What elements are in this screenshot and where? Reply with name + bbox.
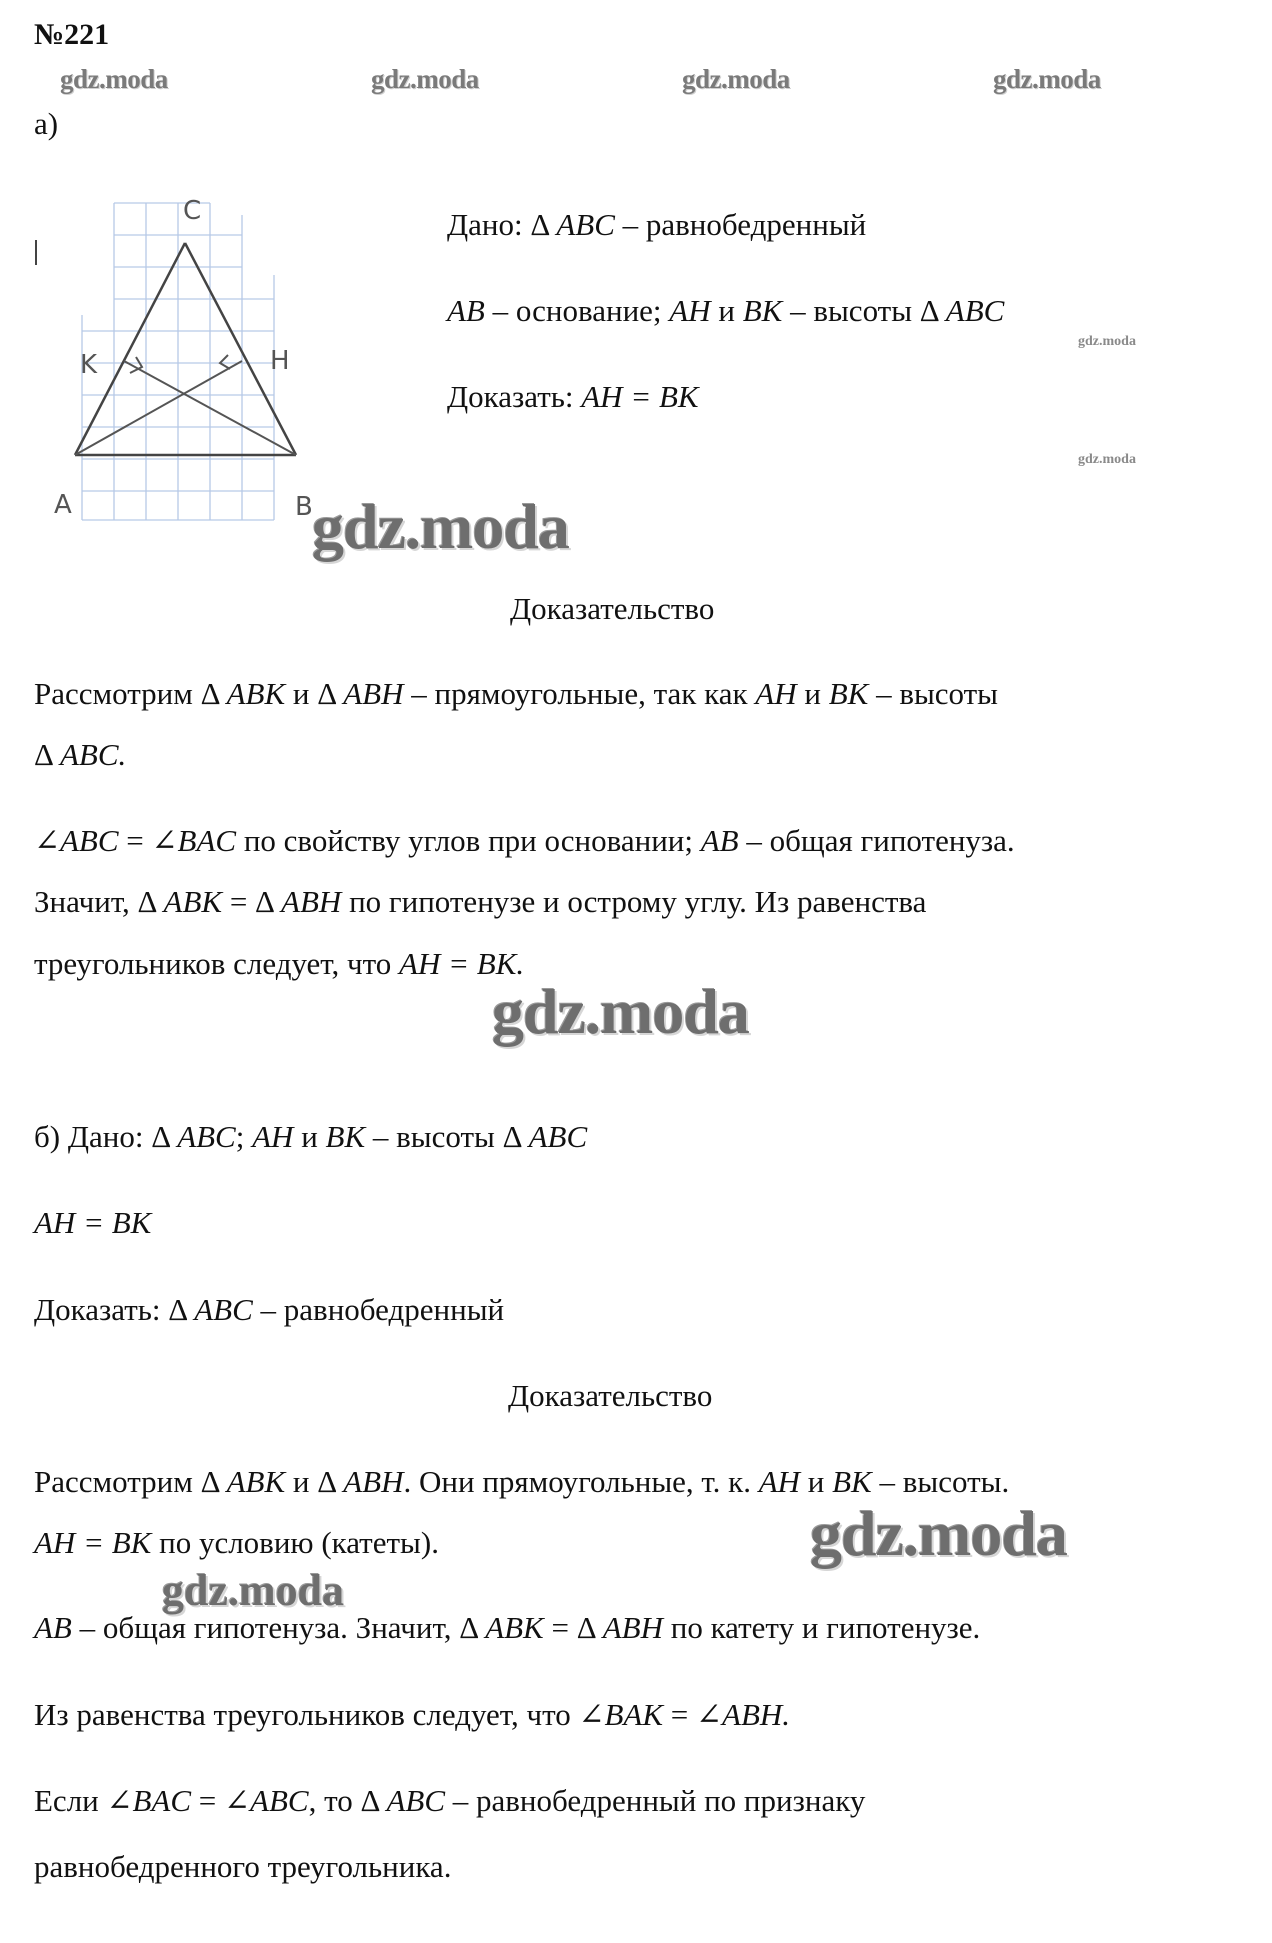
given-line-2: AB – основание; AH и BK – высоты Δ ABC (447, 293, 1005, 328)
proof-b-line-3: AB – общая гипотенуза. Значит, Δ ABK = Δ ABH по катету и гипотенузе. (34, 1610, 981, 1645)
watermark: gdz.moda (492, 976, 749, 1047)
given-line-1: Дано: Δ ABC – равнобедренный (447, 207, 867, 242)
proof-a-line-1: Рассмотрим Δ ABK и Δ ABH – прямоугольные, так как AH и BK – высоты (34, 676, 999, 711)
prove-line: Доказать: AH = BK (447, 379, 699, 414)
watermark: gdz.moda (162, 1566, 345, 1615)
watermark: gdz.moda (60, 64, 168, 94)
watermark: gdz.moda (1078, 452, 1136, 467)
proof-title-b: Доказательство (508, 1378, 713, 1413)
watermark: gdz.moda (312, 491, 569, 562)
watermark: gdz.moda (993, 64, 1101, 94)
grid-paper (82, 203, 274, 520)
triangle-abc (75, 243, 296, 455)
vertex-label-k: K (80, 350, 98, 380)
vertex-label-a: A (54, 490, 72, 520)
part-b-given-line-2: AH = BK (34, 1205, 152, 1240)
proof-a-line-5: треугольников следует, что AH = BK. (34, 946, 525, 981)
vertex-label-c: C (183, 196, 202, 226)
proof-a-line-3: ∠ABC = ∠BAC по свойству углов при основании; AB – общая гипотенуза. (34, 823, 1015, 858)
vertex-label-b: B (295, 492, 313, 522)
proof-b-line-6: равнобедренного треугольника. (34, 1849, 452, 1884)
proof-b-line-1: Рассмотрим Δ ABK и Δ ABH. Они прямоугольные, т. к. AH и BK – высоты. (34, 1464, 1010, 1499)
proof-a-line-4: Значит, Δ ABK = Δ ABH по гипотенузе и острому углу. Из равенства (34, 884, 927, 919)
proof-b-line-5: Если ∠BAC = ∠ABC, то Δ ABC – равнобедренный по признаку (34, 1783, 866, 1818)
watermark: gdz.moda (371, 64, 479, 94)
watermark: gdz.moda (682, 64, 790, 94)
proof-b-line-4: Из равенства треугольников следует, что ∠BAK = ∠ABH. (34, 1697, 791, 1732)
proof-b-line-2: AH = BK по условию (катеты). (34, 1525, 439, 1560)
problem-number: №221 (34, 18, 110, 51)
part-b-prove-line: Доказать: Δ ABC – равнобедренный (34, 1292, 505, 1327)
altitudes (75, 355, 296, 455)
part-a-label: а) (34, 106, 59, 141)
watermark: gdz.moda (810, 1498, 1067, 1569)
vertex-label-h: H (270, 346, 290, 376)
part-b-given-line-1: б) Дано: Δ ABC; AH и BK – высоты Δ ABC (34, 1119, 588, 1154)
watermark: gdz.moda (1078, 334, 1136, 349)
proof-a-line-2: Δ ABC. (34, 737, 127, 772)
proof-title-a: Доказательство (510, 591, 715, 626)
